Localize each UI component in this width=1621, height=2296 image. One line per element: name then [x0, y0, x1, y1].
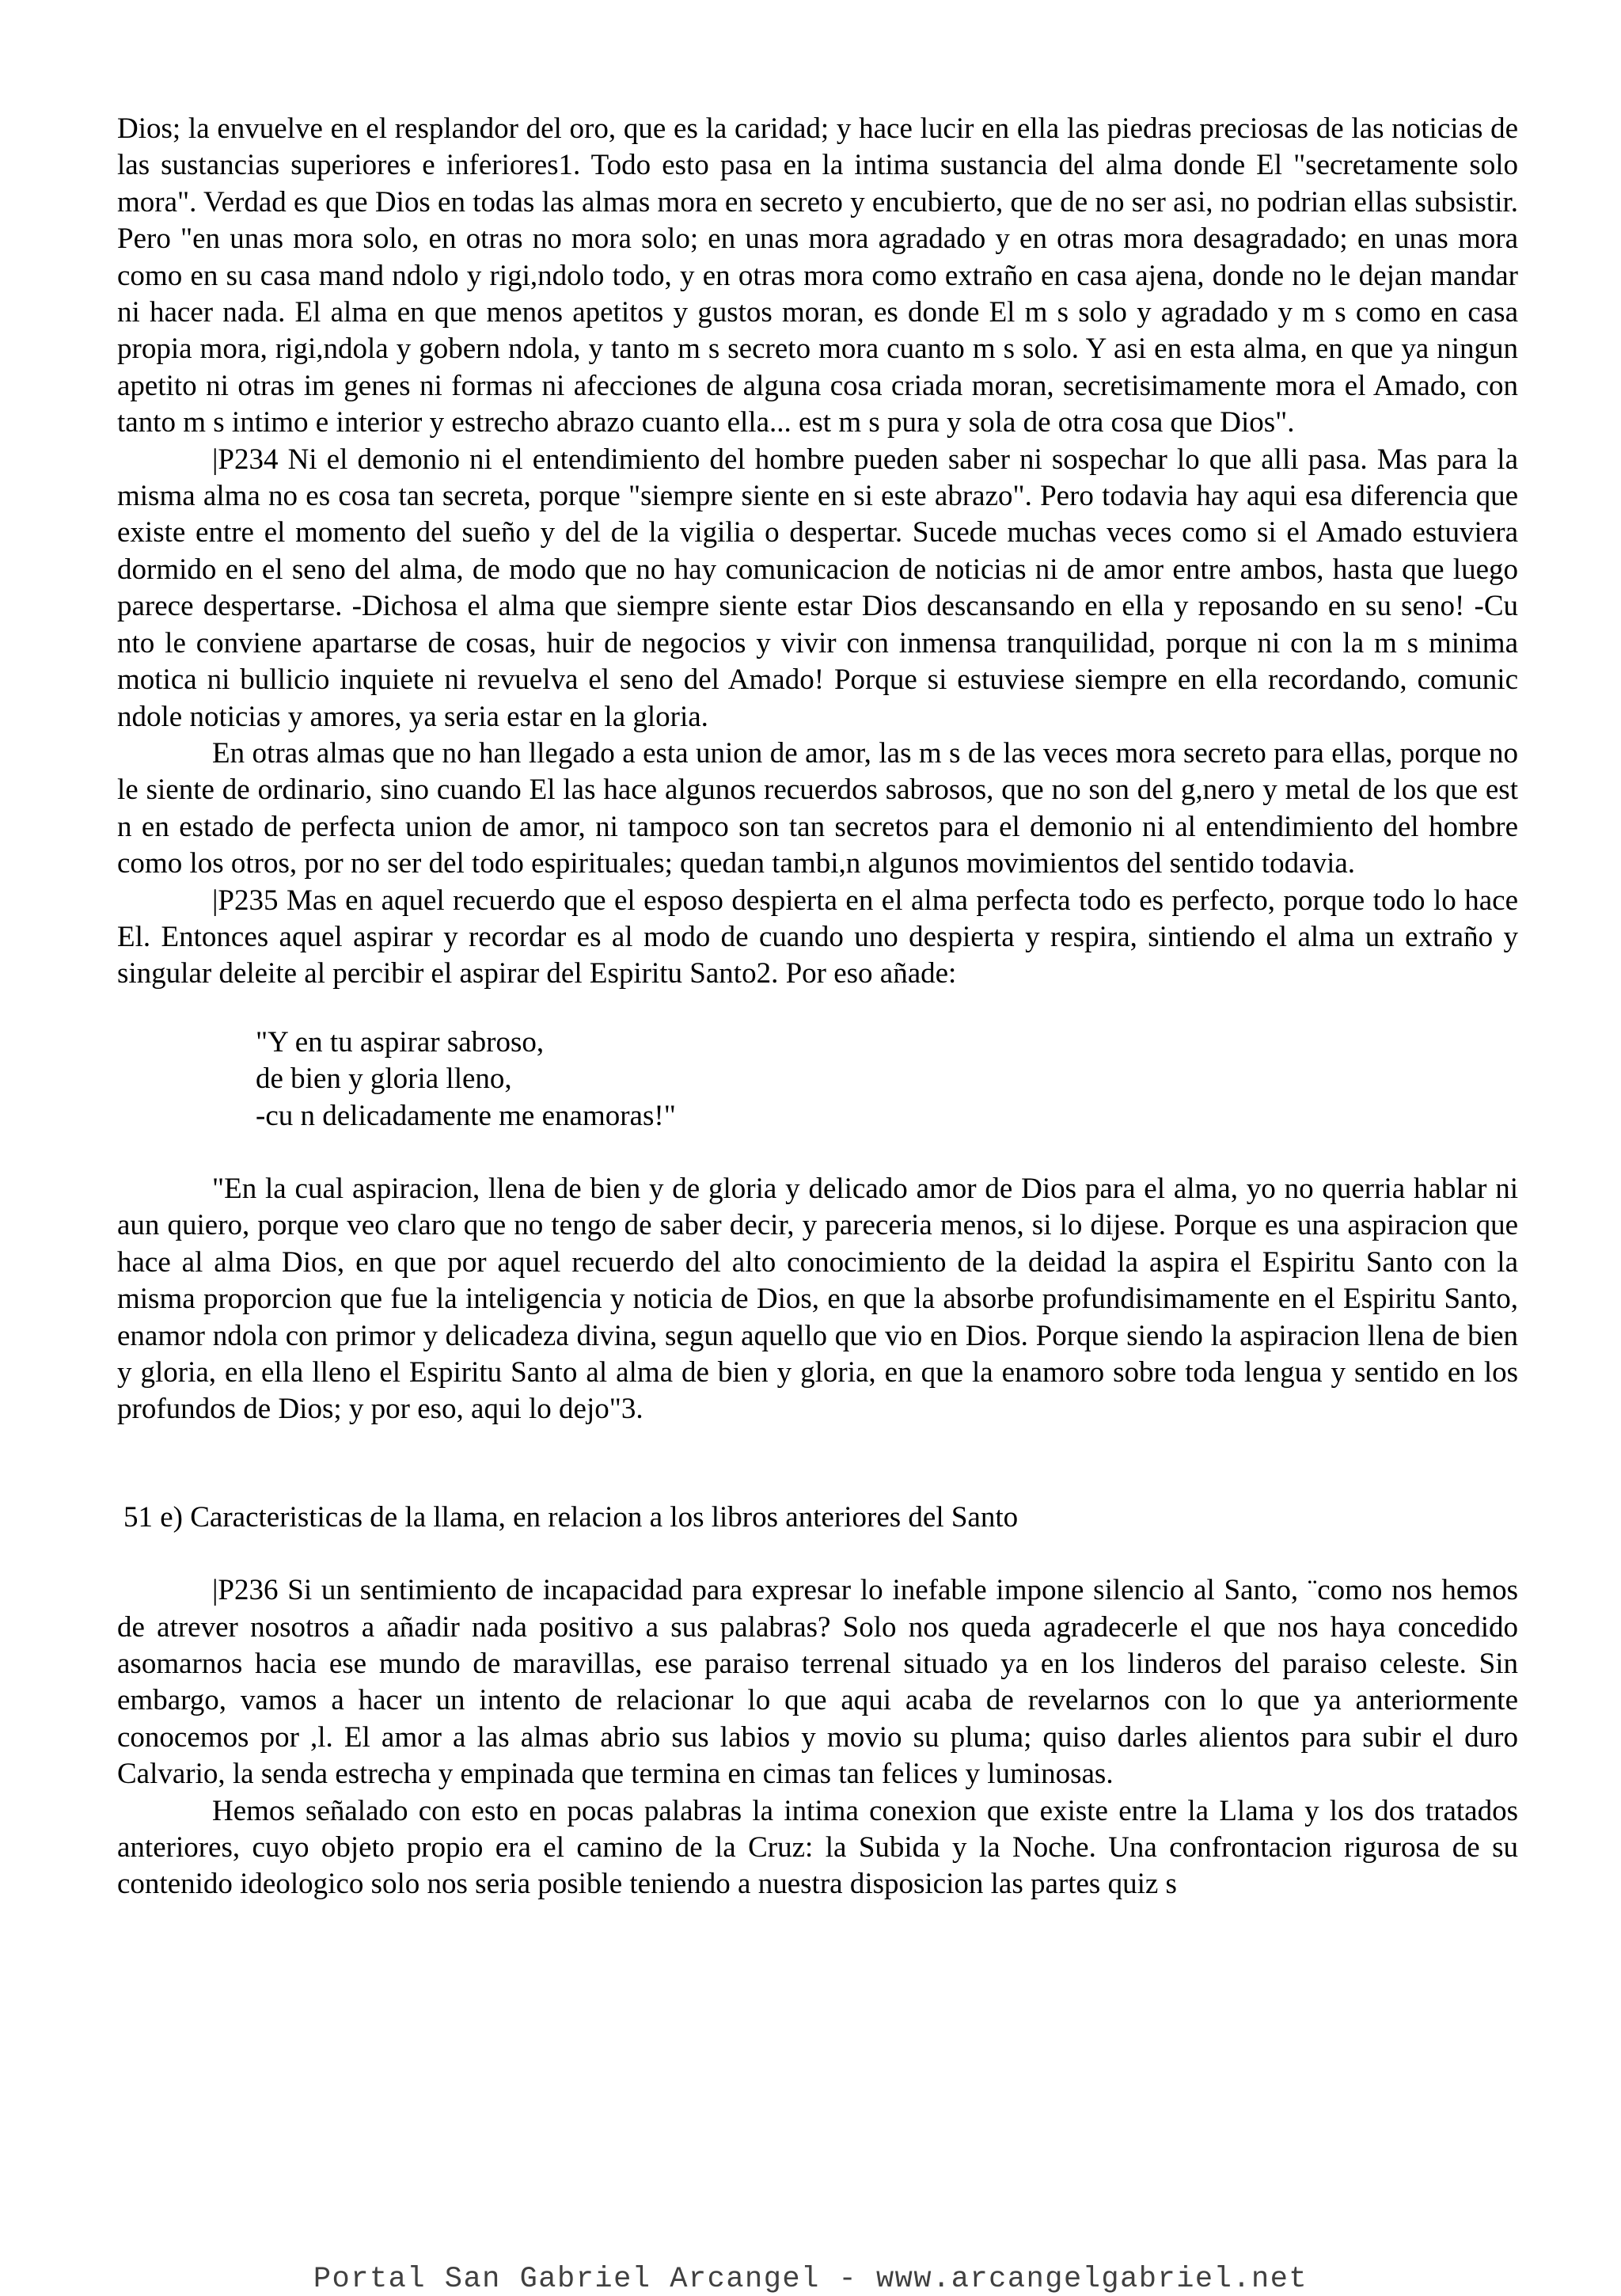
- paragraph-otras-almas: En otras almas que no han llegado a esta union de amor, las m s de las veces mora secreto para ellas, porque no le siente de ordinario, sino cuando El las hace algunos recuerdos sabrosos, que no son del g,nero y metal de los que est n en estado de perfecta union de amor, ni tampoco son tan secretos para el demonio ni al entendimiento del hombre como los otros, por no ser del todo espirituales; quedan tambi,n algunos movimientos del sentido todavia.: [117, 736, 1518, 880]
- verse-line-3: -cu n delicadamente me enamoras!": [256, 1099, 676, 1132]
- paragraph-continuation: Dios; la envuelve en el resplandor del oro, que es la caridad; y hace lucir en ella las piedras preciosas de las noticias de las sustancias superiores e inferiores1. Todo esto pasa en la intima sustancia del alma donde El "secretamente solo mora". Verdad es que Dios en todas las almas mora en secreto y encubierto, que de no ser asi, no podrian ellas subsistir. Pero "en unas mora solo, en otras no mora solo; en unas mora agradado y en otras mora desagradado; en unas mora como en su casa mand ndolo y rigi,ndolo todo, y en otras mora como extraño en casa ajena, donde no le dejan mandar ni hacer nada. El alma en que menos apetitos y gustos moran, es donde El m s solo y agradado y m s como en casa propia mora, rigi,ndola y gobern ndola, y tanto m s secreto mora cuanto m s solo. Y asi en esta alma, en que ya ningun apetito ni otras im genes ni formas ni afecciones de alguna cosa criada moran, secretisimamente mora el Amado, con tanto m s intimo e interior y estrecho abrazo cuanto ella... est m s pura y sola de otra cosa que Dios".: [117, 112, 1518, 439]
- paragraph-p235: |P235 Mas en aquel recuerdo que el esposo despierta en el alma perfecta todo es perfecto, porque todo lo hace El. Entonces aquel aspirar y recordar es al modo de cuando uno despierta y respira, sintiendo el alma un extraño y singular deleite al percibir el aspirar del Espiritu Santo2. Por eso añade:: [117, 884, 1518, 990]
- verse-block: [256, 1024, 1518, 1135]
- verse-line-2: de bien y gloria lleno,: [256, 1062, 512, 1096]
- paragraph-quote: "En la cual aspiracion, llena de bien y de gloria y delicado amor de Dios para el alma, yo no querria hablar ni aun quiero, porque veo claro que no tengo de saber decir, y pareceria menos, si lo dijese. Porque es una aspiracion que hace al alma Dios, en que por aquel recuerdo del alto conocimiento de la deidad la aspira el Espiritu Santo con la misma proporcion que fue la inteligencia y noticia de Dios, en que la absorbe profundisimamente en el Espiritu Santo, enamor ndola con primor y delicadeza divina, segun aquello que vio en Dios. Porque siendo la aspiracion llena de bien y gloria, en ella lleno el Espiritu Santo al alma de bien y gloria, en que la enamoro sobre toda lengua y sentido en los profundos de Dios; y por eso, aqui lo dejo"3.: [117, 1172, 1518, 1426]
- verse-line-1: "Y en tu aspirar sabroso,: [256, 1025, 545, 1059]
- page-footer: Portal San Gabriel Arcangel - www.arcangelgabriel.net: [313, 2263, 1308, 2296]
- section-heading: 51 e) Caracteristicas de la llama, en relacion a los libros anteriores del Santo: [123, 1500, 1019, 1534]
- document-page: [117, 111, 1518, 1903]
- paragraph-p236: |P236 Si un sentimiento de incapacidad para expresar lo inefable impone silencio al Santo, ¨como nos hemos de atrever nosotros a añadir nada positivo a sus palabras? Solo nos queda agradecerle el que nos haya concedido asomarnos hacia ese mundo de maravillas, ese paraiso terrenal situado ya en los linderos del paraiso celeste. Sin embargo, vamos a hacer un intento de relacionar lo que aqui acaba de revelarnos con lo que ya anteriormente conocemos por ,l. El amor a las almas abrio sus labios y movio su pluma; quiso darles alientos para subir el duro Calvario, la senda estrecha y empinada que termina en cimas tan felices y luminosas.: [117, 1574, 1518, 1791]
- paragraph-hemos-senalado: Hemos señalado con esto en pocas palabras la intima conexion que existe entre la Llama y los dos tratados anteriores, cuyo objeto propio era el camino de la Cruz: la Subida y la Noche. Una confrontacion rigurosa de su contenido ideologico solo nos seria posible teniendo a nuestra disposicion las partes quiz s: [117, 1794, 1518, 1901]
- paragraph-p234: |P234 Ni el demonio ni el entendimiento del hombre pueden saber ni sospechar lo que alli pasa. Mas para la misma alma no es cosa tan secreta, porque "siempre siente en si este abrazo". Pero todavia hay aqui esa diferencia que existe entre el momento del sueño y del de la vigilia o despertar. Sucede muchas veces como si el Amado estuviera dormido en el seno del alma, de modo que no hay comunicacion de noticias ni de amor entre ambos, hasta que luego parece despertarse. -Dichosa el alma que siempre siente estar Dios descansando en ella y reposando en su seno! -Cu nto le conviene apartarse de cosas, huir de negocios y vivir con inmensa tranquilidad, porque ni con la m s minima motica ni bullicio inquiete ni revuelva el seno del Amado! Porque si estuviese siempre en ella recordando, comunic ndole noticias y amores, ya seria estar en la gloria.: [117, 443, 1518, 733]
